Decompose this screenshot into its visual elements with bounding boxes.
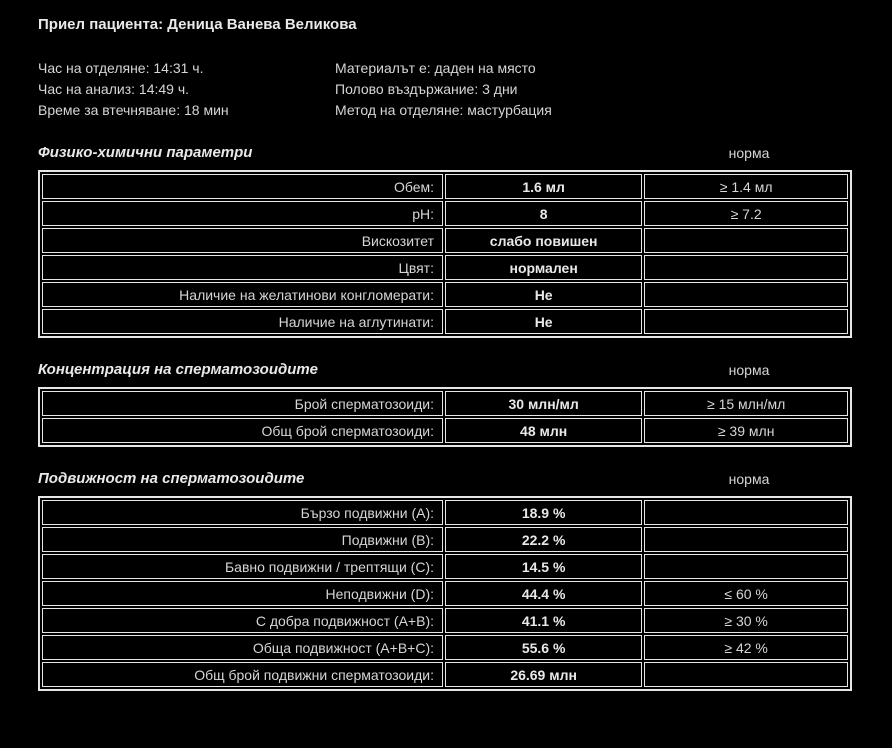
row-label: Обща подвижност (A+B+C): bbox=[42, 635, 443, 660]
row-label: Наличие на желатинови конгломерати: bbox=[42, 282, 443, 307]
row-label: Общ брой подвижни сперматозоиди: bbox=[42, 662, 443, 687]
row-value: 48 млн bbox=[445, 418, 642, 443]
row-label: Обем: bbox=[42, 174, 443, 199]
info-line-analysis-time: Час на анализ: 14:49 ч. bbox=[38, 81, 190, 97]
row-value: Не bbox=[445, 282, 642, 307]
row-norm: ≥ 7.2 bbox=[644, 201, 848, 226]
table-row bbox=[42, 608, 848, 633]
section-header bbox=[38, 361, 852, 378]
row-value: 1.6 мл bbox=[445, 174, 642, 199]
table-row bbox=[42, 255, 848, 280]
table-row bbox=[42, 500, 848, 525]
row-label: Общ брой сперматозоиди: bbox=[42, 418, 443, 443]
table-row bbox=[42, 418, 848, 443]
report-section bbox=[38, 470, 852, 691]
row-value: 26.69 млн bbox=[445, 662, 642, 687]
row-norm: ≥ 30 % bbox=[644, 608, 848, 633]
row-value: 8 bbox=[445, 201, 642, 226]
table-row bbox=[42, 527, 848, 552]
row-norm bbox=[644, 309, 848, 334]
row-norm bbox=[644, 500, 848, 525]
info-line-abstinence: Полово въздържание: 3 дни bbox=[335, 81, 518, 97]
section-title: Физико-химични параметри bbox=[38, 144, 253, 161]
row-norm: ≥ 39 млн bbox=[644, 418, 848, 443]
table-row bbox=[42, 662, 848, 687]
intake-info-right-column bbox=[335, 58, 852, 121]
row-value: Не bbox=[445, 309, 642, 334]
row-norm: ≥ 42 % bbox=[644, 635, 848, 660]
report-sections bbox=[38, 144, 852, 691]
row-label: Бавно подвижни / трептящи (C): bbox=[42, 554, 443, 579]
report-section bbox=[38, 144, 852, 338]
row-norm bbox=[644, 662, 848, 687]
row-value: 55.6 % bbox=[445, 635, 642, 660]
table-row bbox=[42, 635, 848, 660]
row-value: нормален bbox=[445, 255, 642, 280]
row-value: слабо повишен bbox=[445, 228, 642, 253]
table-row bbox=[42, 282, 848, 307]
intake-info-left-column bbox=[38, 58, 335, 121]
row-value: 30 млн/мл bbox=[445, 391, 642, 416]
row-label: Цвят: bbox=[42, 255, 443, 280]
row-label: С добра подвижност (A+B): bbox=[42, 608, 443, 633]
row-norm: ≤ 60 % bbox=[644, 581, 848, 606]
row-value: 18.9 % bbox=[445, 500, 642, 525]
row-norm: ≥ 1.4 мл bbox=[644, 174, 848, 199]
report-section bbox=[38, 361, 852, 447]
row-value: 14.5 % bbox=[445, 554, 642, 579]
table-row bbox=[42, 581, 848, 606]
section-header bbox=[38, 470, 852, 487]
info-line-collection-time: Час на отделяне: 14:31 ч. bbox=[38, 60, 204, 76]
row-value: 41.1 % bbox=[445, 608, 642, 633]
section-title: Подвижност на сперматозоидите bbox=[38, 470, 305, 487]
table-row bbox=[42, 391, 848, 416]
table-row bbox=[42, 554, 848, 579]
table-row bbox=[42, 201, 848, 226]
norm-column-label: норма bbox=[728, 362, 770, 378]
info-line-material-origin: Материалът е: даден на място bbox=[335, 60, 536, 76]
info-line-liquefaction-time: Време за втечняване: 18 мин bbox=[38, 102, 229, 118]
row-norm bbox=[644, 282, 848, 307]
row-norm: ≥ 15 млн/мл bbox=[644, 391, 848, 416]
patient-title: Приел пациента: Деница Ванева Великова bbox=[38, 16, 357, 33]
row-norm bbox=[644, 554, 848, 579]
norm-column-label: норма bbox=[728, 145, 770, 161]
section-title: Концентрация на сперматозоидите bbox=[38, 361, 318, 378]
row-label: Брой сперматозоиди: bbox=[42, 391, 443, 416]
table-row bbox=[42, 228, 848, 253]
row-value: 44.4 % bbox=[445, 581, 642, 606]
row-norm bbox=[644, 228, 848, 253]
row-label: Неподвижни (D): bbox=[42, 581, 443, 606]
row-value: 22.2 % bbox=[445, 527, 642, 552]
row-label: Подвижни (B): bbox=[42, 527, 443, 552]
results-table bbox=[38, 170, 852, 338]
table-row bbox=[42, 174, 848, 199]
section-header bbox=[38, 144, 852, 161]
info-line-collection-method: Метод на отделяне: мастурбация bbox=[335, 102, 552, 118]
row-label: Наличие на аглутинати: bbox=[42, 309, 443, 334]
row-label: Вискозитет bbox=[42, 228, 443, 253]
results-table bbox=[38, 387, 852, 447]
results-table bbox=[38, 496, 852, 691]
row-norm bbox=[644, 255, 848, 280]
intake-info-block bbox=[38, 58, 852, 121]
row-label: pH: bbox=[42, 201, 443, 226]
row-norm bbox=[644, 527, 848, 552]
table-row bbox=[42, 309, 848, 334]
norm-column-label: норма bbox=[728, 471, 770, 487]
row-label: Бързо подвижни (A): bbox=[42, 500, 443, 525]
